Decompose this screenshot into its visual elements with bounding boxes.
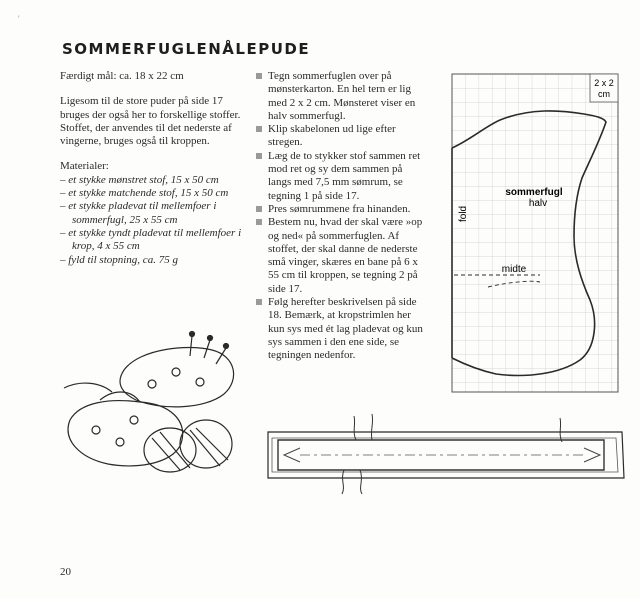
material-item: – et stykke tyndt pladevat til mellemfoer i krop, 4 x 55 cm [60, 226, 242, 253]
material-item: – et stykke mønstret stof, 15 x 50 cm [60, 173, 219, 186]
pattern-grid [452, 74, 618, 392]
butterfly-illustration [64, 332, 234, 473]
pattern-half-label: halv [528, 198, 548, 209]
pattern-name-label: sommerfugl [505, 187, 563, 198]
step-item: Læg de to stykker stof sammen ret mod ret og sy dem sammen på langs med 7,5 mm sømrum, se tegning 1 på side 17. [256, 150, 424, 203]
step-item: Følg herefter beskrivelsen på side 18. Bemærk, at kropstrimlen her kun sys med ét lag pladevat og kun sys sammen i den ene side, se tegningen nedenfor. [256, 296, 424, 362]
step-item: Bestem nu, hvad der skal være »op og ned« på sommerfuglen. Af stoffet, der skal danne de nederste små vinger, skæres en bane på 6 x 55 cm til kroppen, se tegning 2 på side 17. [256, 216, 424, 296]
fold-label: fold [458, 205, 469, 222]
materials-heading: Materialer: [60, 160, 109, 173]
finished-size: Færdigt mål: ca. 18 x 22 cm [60, 70, 184, 82]
corner-mark: ' [18, 14, 20, 24]
step-item: Pres sømrummene fra hinanden. [256, 203, 424, 216]
material-item: – et stykke matchende stof, 15 x 50 cm [60, 187, 229, 200]
material-item: – et stykke pladevat til mellemfoer i sommerfugl, 25 x 55 cm [60, 200, 217, 226]
body-strip-illustration [268, 414, 624, 494]
intro-paragraph: Ligesom til de store puder på side 17 bruges der også her to forskellige stoffer. Stoffet, der anvendes til det nederste af vingerne, bruges også til kroppen. [60, 95, 241, 148]
page-title: SOMMERFUGLENÅLEPUDE [62, 40, 311, 58]
middle-label: midte [501, 264, 527, 275]
step-item: Klip skabelonen ud lige efter stregen. [256, 123, 424, 150]
scale-unit: cm [598, 89, 610, 99]
page-number: 20 [60, 566, 71, 578]
scale-label: 2 x 2 [594, 78, 614, 88]
step-item: Tegn sommerfuglen over på mønsterkarton. En hel tern er lig med 2 x 2 cm. Mønsteret viser en halv sommerfugl. [256, 70, 424, 123]
material-item: – fyld til stopning, ca. 75 g [60, 253, 178, 266]
